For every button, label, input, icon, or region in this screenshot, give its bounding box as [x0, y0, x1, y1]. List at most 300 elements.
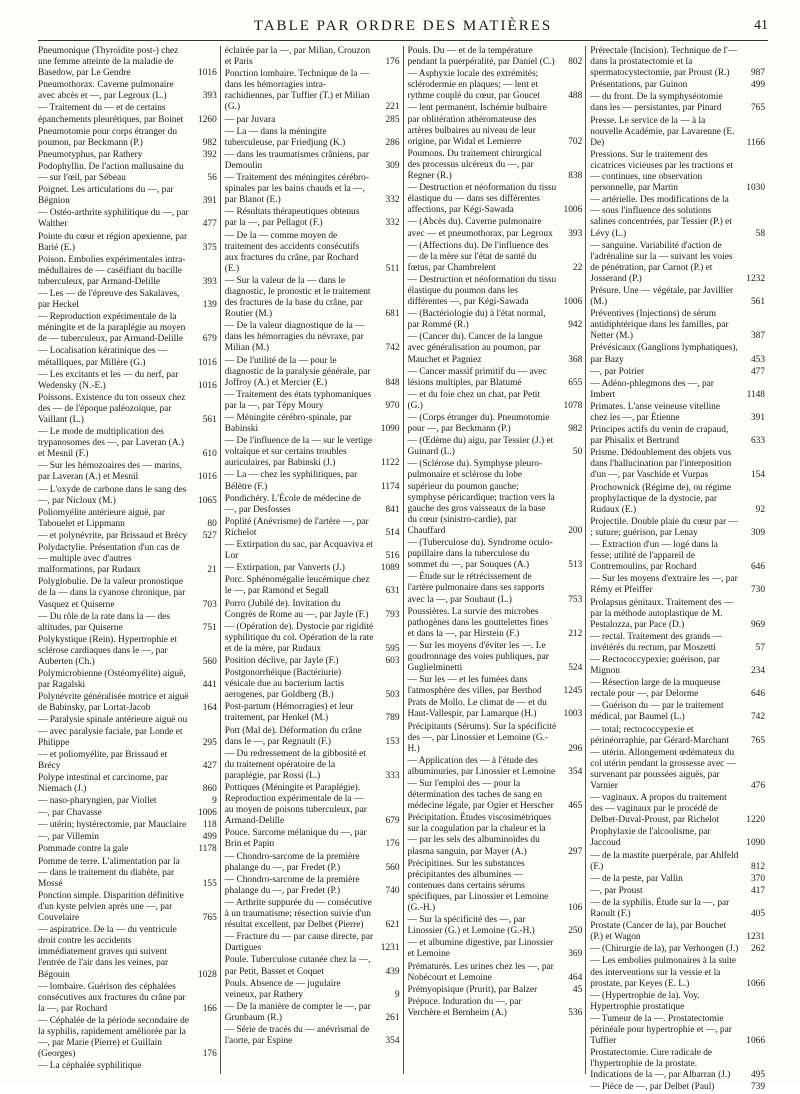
index-entry-text: — Rectococcypexie; guérison, par Mignon — [590, 654, 720, 677]
index-entry-page: 789 — [385, 713, 400, 724]
index-entry — [586, 574, 765, 596]
index-entry-text: — Paralysie spinale antérieure aiguë ou — avec paralysie faciale, par Londe et Philippe — [38, 715, 188, 748]
index-entry — [38, 255, 217, 288]
index-entry-text: — (Bactériologie du) à l'état normal, par Rommé (R.) — [407, 309, 546, 331]
index-entry-text: Polydactylie. Présentation d'un cas de — multiple avec d'autres malformations, par Rudaux — [38, 543, 180, 576]
index-entry-text: — Destruction et néoformation du tissu élastique du poumon dans les différentes —, par Kégi-Sawada — [407, 274, 557, 308]
index-entry-text: — Adéno-phlegmons des —, par Imbert — [590, 378, 714, 400]
index-entry — [586, 678, 765, 700]
index-entry — [586, 46, 765, 79]
index-entry-page: 393 — [202, 91, 217, 102]
index-entry-text: Polype intestinal et carcinome, par Niemach (J.) — [38, 772, 168, 794]
index-entry — [221, 1002, 400, 1024]
index-entry-page: 1122 — [381, 458, 400, 469]
index-entry-page: 297 — [568, 846, 583, 857]
index-entry-page: 21 — [207, 565, 217, 576]
index-entry-page: 50 — [572, 447, 583, 458]
index-entry-text: — De la valeur diagnostique de la — dans les hémorragies du névraxe, par Milian (M.) — [224, 321, 365, 354]
index-entry-text: — (Cancer du). Cancer de la langue avec généralisation au poumon, par Mauchet et Pagniez — [407, 332, 543, 365]
index-entry-page: 739 — [750, 1082, 765, 1093]
index-entry — [38, 103, 217, 125]
index-entry-page: 1232 — [746, 273, 765, 284]
index-entry-text: — Cancer massif primitif du — avec lésions multiples, par Blatumé — [407, 366, 547, 388]
index-entry-text: Prévésicaux (Ganglions lymphatiques), par Bazy — [590, 343, 738, 365]
index-entry-page: 742 — [385, 343, 400, 354]
index-entry-text: — Sur la spécificité des —, par Linossier (G.) et Lemoine (G.-H.) — [407, 915, 535, 937]
index-entry-page: 513 — [568, 560, 583, 571]
index-entry-text: — Les — de l'épreuve des Sakalaves, par Heckel — [38, 288, 180, 311]
index-entry — [404, 985, 583, 996]
index-entry-text: — (Tuberculose du). Syndrome oculo-pupillaire dans la tuberculose du sommet du —, par Souques (A.) — [407, 538, 553, 571]
index-entry-page: 751 — [202, 622, 217, 633]
index-entry-text: — et albumine digestive, par Linossier et Lemoine — [407, 938, 554, 960]
index-entry-text: — Sur les hémozoaires des — marins, par Laveran (A.) et Mesnil — [38, 461, 182, 483]
index-entry — [404, 275, 583, 308]
index-entry-text: — Sur les moyens d'éviter les —. Le goudronnage des voies publiques, par Guglielminetti — [407, 640, 549, 674]
index-entry-text: Poissons. Existence du ton osseux chez des — de l'époque paléozoïque, par Vaillant (L.) — [38, 392, 186, 425]
index-entry-page: 176 — [385, 57, 400, 68]
index-entry — [221, 436, 400, 469]
index-entry — [38, 577, 217, 610]
index-entry — [404, 103, 583, 147]
index-entry — [221, 828, 400, 850]
index-entry-page: 527 — [202, 530, 217, 541]
index-entry-page: 375 — [202, 242, 217, 253]
index-entry — [586, 241, 765, 285]
index-entry-page: 1260 — [198, 114, 217, 125]
index-entry-text: Poumons. Du traitement chirurgical des processus ulcéreux du —, par Regner (R.) — [407, 148, 542, 182]
index-entry — [221, 470, 400, 492]
index-entry-page: 1231 — [746, 932, 765, 943]
index-entry — [221, 622, 400, 655]
index-entry-page: 633 — [750, 436, 765, 447]
index-entry-page: 561 — [750, 297, 765, 308]
index-entry-page: 439 — [385, 966, 400, 977]
index-entry — [221, 726, 400, 748]
index-entry — [221, 599, 400, 621]
index-entry-page: 970 — [385, 400, 400, 411]
index-entry-text: Prisme. Dédoublement des objets vus dans l'hallucination par l'interposition d'un —, par Vaschide et Vurpas — [590, 448, 732, 481]
index-entry-text: Polymicrobienne (Ostéomyélite) aiguë, par Ragalski — [38, 669, 186, 691]
index-entry-text: Pneumonique (Thyroïdite post-) chez une femme atteinte de la maladie de Basedow, par Le Gendre — [38, 46, 179, 79]
index-entry-text: — du front. De la symphyséotomie dans les — persistantes, par Pinard — [590, 92, 723, 114]
index-entry-text: — Application des — à l'étude des albuminuries, par Linossier et Lemoine — [407, 755, 556, 777]
index-entry-page: 333 — [385, 770, 400, 781]
index-entry-page: 841 — [385, 504, 400, 515]
index-entry-page: 655 — [568, 377, 583, 388]
index-entry-page: 176 — [385, 839, 400, 850]
index-entry-page: 730 — [750, 585, 765, 596]
index-entry-page: 646 — [750, 689, 765, 700]
index-entry-text: — de la peste, par Vallin — [590, 873, 683, 884]
index-entry-text: — Sur l'emploi des — pour la détermination des taches de sang en médecine légale, par Ogier et Herscher — [407, 779, 554, 812]
index-entry-page: 1030 — [746, 183, 765, 194]
index-entry — [221, 413, 400, 435]
index-entry-text: — Céphalée de la période secondaire de la syphilis, rapidement améliorée par la —, par Marie (Pierre) et Guillain (Georges) — [38, 1015, 189, 1060]
index-entry — [586, 793, 765, 826]
index-entry-page: 969 — [750, 619, 765, 630]
index-entry-text: — La céphalée syphilitique — [38, 1061, 142, 1072]
index-entry — [38, 127, 217, 149]
index-entry — [221, 173, 400, 206]
index-entry — [38, 773, 217, 795]
index-entry — [38, 820, 217, 831]
index-entry — [221, 46, 400, 68]
index-column-2 — [221, 46, 404, 1074]
index-entry-text: Pomme de terre. L'alimentation par la — dans le traitement du diabète, par Mossé — [38, 856, 180, 889]
index-entry — [404, 459, 583, 537]
index-entry-page: 742 — [750, 712, 765, 723]
index-entry-page: 285 — [385, 114, 400, 125]
index-entry — [586, 944, 765, 955]
index-entry — [586, 748, 765, 792]
index-entry-page: 1174 — [381, 481, 400, 492]
index-entry-text: — Asphyxie locale des extrémités; sclérodermie en plaques; — lent et rythme couplé du cœur, par Goucet — [407, 69, 540, 102]
index-entry-text: Porro (Jubilé de). Invitation du Congrès de Rome au —, par Jayle (F.) — [224, 598, 369, 620]
index-entry-text: Pouls. Absence de — jugulaire veineux, par Rathery — [224, 978, 341, 1000]
index-entry-page: 393 — [202, 276, 217, 287]
index-entry-page: 234 — [750, 666, 765, 677]
index-entry-page: 1220 — [746, 815, 765, 826]
index-entry-text: Prophylaxie de l'alcoolisme, par Jaccoud — [590, 827, 711, 849]
index-entry — [221, 69, 400, 113]
index-entry-page: 58 — [755, 228, 765, 239]
index-entry-text: — (Affections du). De l'influence des — de la mère sur l'état de santé du fœtus, par Chambrelent — [407, 240, 549, 273]
index-entry-text: Poplité (Anévrisme) de l'artère —, par Richelot — [224, 516, 369, 538]
index-entry-page: 45 — [572, 984, 583, 995]
index-entry-text: Projectile. Double plaie du cœur par — ; suture; guérison, par Lenay — [590, 516, 738, 538]
index-entry — [404, 46, 583, 68]
index-entry-text: — Sur les moyens d'extraire les —, par Rémy et Pfeiffer — [590, 574, 738, 596]
index-entry-text: — (Opération de). Dystocie par rigidité syphilitique du col. Opération de la rate et de la mère, par Rudaux — [224, 621, 374, 654]
index-entry — [38, 185, 217, 207]
index-entry-page: 261 — [385, 1012, 400, 1023]
index-entry — [586, 80, 765, 91]
index-entry — [221, 575, 400, 597]
index-entry-text: — Pièce de —, par Delbet (Paul) — [590, 1082, 715, 1093]
index-entry — [221, 749, 400, 782]
index-entry — [38, 891, 217, 924]
index-entry-page: 982 — [202, 137, 217, 148]
index-entry — [221, 276, 400, 320]
index-entry-text: — rectal. Traitement des grands — invétérés du rectum, par Moszetti — [590, 631, 722, 653]
index-entry — [404, 217, 583, 239]
index-entry-page: 812 — [750, 861, 765, 872]
index-entry-page: 765 — [750, 735, 765, 746]
index-entry-text: — et poliomyélite, par Brissaud et Brécy — [38, 749, 168, 771]
index-entry — [221, 563, 400, 574]
index-entry — [586, 1014, 765, 1047]
index-entry — [221, 979, 400, 1001]
index-column-1 — [38, 46, 221, 1074]
index-entry-text: Poussières. La survie des microbes pathogènes dans les gouttelettes fines et dans la —, par Hirstein (F.) — [407, 606, 549, 639]
index-entry-text: — utérin; hystérectomie, par Mauclaire — [38, 820, 187, 831]
index-entry-text: — (Corps étranger du). Pneumotomie pour —, par Beckmann (P.) — [407, 413, 550, 435]
index-entry-page: 560 — [202, 656, 217, 667]
index-entry-text: Précipitation. Études viscosimétriques sur la coagulation par la chaleur et la — par les sels des albuminoïdes du plasma sanguin, par Mayer (A.) — [407, 813, 551, 857]
index-entry-page: 309 — [385, 160, 400, 171]
index-entry — [404, 915, 583, 937]
index-entry-text: — Guérison du — par le traitement médical, par Baumel (L.) — [590, 701, 724, 723]
index-entry — [404, 241, 583, 274]
index-entry-page: 1245 — [563, 686, 583, 697]
index-entry-text: Pneumotyphus, par Rathery — [38, 149, 143, 160]
index-entry — [404, 675, 583, 697]
index-entry-page: 332 — [385, 195, 400, 206]
index-entry — [38, 750, 217, 772]
index-entry-page: 499 — [202, 832, 217, 843]
index-entry-text: — (Abcès du). Caverne pulmonaire avec — et pneumothorax, par Legroux — [407, 217, 553, 239]
index-entry-page: 603 — [385, 655, 400, 666]
index-entry — [221, 517, 400, 539]
index-entry-text: — La — dans la méningite tuberculeuse, par Friedjung (K.) — [224, 126, 346, 148]
index-entry — [586, 725, 765, 747]
index-entry-page: 1090 — [746, 838, 765, 849]
index-entry — [586, 286, 765, 308]
index-entry — [38, 508, 217, 530]
index-entry — [221, 875, 400, 897]
index-entry-text: Prostate (Cancer de la), par Bouchet (P.) et Wagon — [590, 921, 727, 943]
index-entry — [38, 150, 217, 161]
index-entry-page: 166 — [202, 1003, 217, 1014]
index-entry — [38, 715, 217, 748]
index-entry — [38, 370, 217, 392]
index-entry-page: 262 — [750, 944, 765, 955]
index-entry-page: 1089 — [380, 563, 400, 574]
index-entry — [38, 485, 217, 507]
index-entry-page: 1065 — [198, 495, 217, 506]
index-entry-page: 164 — [202, 703, 217, 714]
index-entry-text: Polykystique (Rein). Hypertrophie et sclérose cardiaques dans le —, par Auberten (Ch.) — [38, 634, 178, 667]
index-entry — [586, 898, 765, 920]
index-entry-text: — Extirpation du sac, par Acquaviva et Lor — [224, 540, 373, 562]
index-entry-page: 391 — [750, 413, 765, 423]
index-entry-page: 453 — [750, 354, 765, 365]
index-entry-text: — Les excitants et les — du nerf, par Wedensky (N.-E.) — [38, 369, 179, 391]
index-entry — [38, 427, 217, 460]
index-entry — [38, 1016, 217, 1060]
index-entry-page: 464 — [568, 972, 583, 983]
index-entry-text: Polyglobulie. De la valeur pronostique de la — dans la cyanose chronique, par Vasquez et Quiserne — [38, 577, 186, 610]
index-entry-text: Poliomyélite antérieure aiguë, par Tabouelet et Lippmann — [38, 507, 166, 529]
index-entry — [38, 808, 217, 819]
index-entry-page: 679 — [202, 334, 217, 345]
index-entry-page: 139 — [202, 300, 217, 311]
index-entry-page: 1016 — [198, 380, 217, 391]
index-entry-page: 354 — [568, 766, 583, 777]
index-entry-text: — Localisation kératinique des — métalliques, par Millère (G.) — [38, 346, 168, 368]
index-entry-page: 286 — [385, 137, 400, 148]
index-entry — [404, 69, 583, 102]
index-entry-page: 802 — [568, 57, 583, 68]
index-entry — [586, 116, 765, 149]
index-entry-page: 212 — [568, 628, 583, 639]
index-entry-page: 942 — [568, 320, 583, 331]
index-entry — [586, 483, 765, 516]
index-entry-page: 860 — [202, 784, 217, 794]
index-entry — [586, 701, 765, 723]
index-entry-page: 392 — [202, 149, 217, 160]
index-entry-text: — de la mastite puerpérale, par Ahlfeld (F.) — [590, 850, 739, 872]
index-entry-page: 369 — [568, 949, 583, 960]
index-entry-text: — Du rôle de la rate dans la — des altitudes, par Quiserne — [38, 611, 170, 633]
index-entry-text: Prépuce. Induration du —, par Verchère et Bernheim (A.) — [407, 996, 522, 1018]
index-entry — [404, 997, 583, 1019]
index-entry-text: Pneumothorax. Caverne pulmonaire avec abcès et —, par Legroux (L.) — [38, 80, 174, 102]
index-entry — [404, 413, 583, 435]
index-entry-text: — artérielle. Des modifications de la — sous l'influence des solutions salines concentrées, par Tessier (P.) et Lévy (L.) — [590, 195, 732, 239]
index-entry-page: 1148 — [746, 389, 765, 400]
index-entry-text: Prats de Mollo. Le climat de — et du Haut-Vallespir, par Lamarque (H.) — [407, 698, 547, 720]
index-entry — [221, 898, 400, 931]
index-columns — [38, 46, 768, 1093]
index-entry — [38, 531, 217, 542]
index-entry — [38, 669, 217, 691]
index-entry-text: Postgonorrhéique (Bactériurie) vésicale due au bacterium lactis aerogenes, par Goldberg (B.) — [224, 668, 344, 701]
index-entry-text: Poule. Tuberculose cutanée chez la —, par Petit, Basset et Coquet — [224, 955, 371, 977]
index-entry-page: 391 — [202, 196, 217, 207]
index-entry-page: 838 — [568, 171, 583, 182]
index-entry-text: —, par Chavasse — [38, 808, 102, 819]
index-entry-page: 387 — [750, 331, 765, 342]
index-entry-text: — Arthrite suppurée du — consécutive à un traumatisme; résection suivie d'un résultat excellent, par Delbet (Pierre) — [224, 897, 372, 931]
index-entry — [404, 390, 583, 412]
index-entry-text: — (Chirurgie de la), par Verhoogen (J.) — [590, 944, 739, 955]
index-entry — [221, 540, 400, 562]
index-entry-text: Poignet. Les articulations du —, par Bégnion — [38, 185, 174, 207]
index-entry-page: 56 — [207, 173, 217, 184]
index-entry-text: — De l'influence de la — sur le vertige voltaïque et sur certains troubles auriculaires, par Babinski (J.) — [224, 436, 373, 469]
index-entry-text: — (Hypertrophie de la). Voy. Hypertrophie prostatique — [590, 990, 700, 1012]
index-entry-text: — Résultats thérapeutiques obtenus par la —, par Pellagot (F.) — [224, 207, 360, 229]
index-entry-text: Prochownick (Régime de), ou régime prophylactique de la dystocie, par Rudaux (E.) — [590, 482, 732, 515]
index-entry-text: — Les embolies pulmonaires à la suite des interventions sur la vessie et la prostate, par Keyes (E. L.) — [590, 956, 737, 989]
index-entry-text: Présentations, par Guinon — [590, 80, 688, 91]
index-entry-text: — (Sclérose du). Symphyse pleuro-pulmonaire et sclérose du lobe supérieur du poumon gauche; symphyse péricardique; traction vers la gauche des gros vaisseaux de la base du cœur (sinistro-cardie), par Chauffard — [407, 459, 555, 536]
index-entry-text: — Tumeur de la —. Prostatectomie périnéale pour hypertrophie et —, par Tuffier — [590, 1013, 732, 1047]
index-entry — [38, 692, 217, 714]
index-entry-page: 368 — [568, 354, 583, 365]
page-header — [38, 16, 768, 41]
index-entry-text: — (Œdème du) aigu, par Tessier (J.) et Guinard (L.) — [407, 436, 554, 458]
index-entry-text: Principes actifs du venin de crapaud, par Phisalix et Bertrand — [590, 425, 729, 447]
index-entry-text: — de la syphilis. Étude sur la —, par Raoult (F.) — [590, 897, 730, 920]
index-entry-page: 1028 — [198, 969, 217, 980]
index-entry-page: 681 — [385, 309, 400, 320]
index-entry-text: — Ostéo-arthrite syphilitique du —, par Walther — [38, 208, 189, 230]
index-entry-text: Primates. L'anse veineuse vitelline chez les —, par Étienne — [590, 401, 721, 423]
index-column-3 — [404, 46, 587, 1074]
index-entry — [38, 1061, 217, 1072]
index-entry-page: 646 — [750, 562, 765, 573]
index-entry-page: 1090 — [380, 424, 400, 435]
index-entry — [586, 379, 765, 401]
index-entry-page: 1016 — [198, 472, 217, 483]
index-entry — [38, 612, 217, 634]
index-entry-page: 427 — [202, 760, 217, 771]
index-entry — [221, 127, 400, 149]
index-entry-text: — La — chez les syphilitiques, par Bélètre (F.) — [224, 470, 358, 492]
index-entry-text: Préventives (Injections) de sérum antidiphtérique dans les familles, par Netter (M.) — [590, 309, 729, 342]
index-entry-page: 1078 — [563, 400, 583, 411]
index-entry-page: 765 — [750, 103, 765, 114]
index-entry-text: Pneumotomie pour corps étranger du poumon, par Beckmann (P.) — [38, 126, 178, 148]
index-entry — [586, 1048, 765, 1081]
index-entry-text: — Chondro-sarcome de la première phalange du —, par Fredet (P.) — [224, 851, 360, 873]
index-entry — [38, 208, 217, 230]
index-entry-page: 441 — [202, 680, 217, 691]
index-entry-page: 405 — [750, 909, 765, 920]
index-entry — [221, 1025, 400, 1047]
page-title: TABLE PAR ORDRE DES MATIÈRES — [253, 18, 553, 34]
index-entry — [221, 656, 400, 667]
index-entry — [38, 312, 217, 345]
index-entry — [221, 668, 400, 701]
index-entry-page: 221 — [385, 102, 400, 113]
index-entry-page: 1016 — [198, 357, 217, 368]
index-entry-text: Prématurés. Les urines chez les —, par Nobécourt et Lemoine — [407, 961, 554, 983]
index-entry-text: — Série de tracés du — anévrismal de l'aorte, par Espine — [224, 1024, 370, 1047]
index-entry-page: 354 — [385, 1036, 400, 1047]
index-entry — [404, 698, 583, 720]
index-entry — [38, 925, 217, 980]
index-entry-text: Prémyopisique (Prurit), par Balzer — [407, 984, 538, 995]
index-entry-text: Pressions. Sur le traitement des cicatrices vicieuses par les tractions et — continues, une observation personnelle, par Martin — [590, 149, 734, 194]
index-entry-text: — Sur la valeur de la — dans le diagnostic, le pronostic et le traitement des fractures de la base du crâne, par Routier (M.) — [224, 275, 371, 320]
index-entry-text: — vaginaux. A propos du traitement des — vaginaux par le procédé de Delbet-Duval-Proust, par Richelot — [590, 793, 727, 826]
index-entry-text: — Traitement du — et de certains épanchements pleurétiques, par Boinet — [38, 103, 184, 125]
index-entry-text: Presse. Le service de la — à la nouvelle Académie, par Lavarenne (E. De) — [590, 115, 735, 148]
index-entry-text: Ponction simple. Disparition définitive d'un kyste pelvien après une —, par Couvelaire — [38, 890, 184, 924]
index-entry-text: — De l'utilité de la — pour le diagnostic de la paralysie générale, par Joffroy (A.) et Mercier (E.) — [224, 355, 371, 388]
index-entry-page: 153 — [385, 736, 400, 747]
index-entry-text: Polynévrite généralisée motrice et aiguë de Babinsky, par Lortat-Jacob — [38, 692, 189, 714]
index-entry — [404, 607, 583, 640]
index-entry — [586, 598, 765, 631]
index-entry-page: 250 — [568, 926, 583, 937]
index-entry — [404, 756, 583, 778]
index-entry — [221, 852, 400, 874]
index-entry-page: 22 — [572, 262, 583, 273]
index-entry-text: — Chondro-sarcome de la première phalange du —, par Fredet (P.) — [224, 874, 360, 896]
index-entry-text: — Destruction et néoformation du tissu élastique du — dans ses différentes affections, par Kégi-Sawada — [407, 183, 557, 216]
index-entry — [38, 543, 217, 576]
index-entry — [38, 982, 217, 1015]
index-entry-page: 679 — [385, 816, 400, 827]
index-entry — [586, 343, 765, 365]
index-entry — [404, 722, 583, 755]
index-entry-text: Prostatectomie. Cure radicale de l'hypertrophie de la prostate. Indications de la —, par Albarran (J.) — [590, 1048, 731, 1081]
index-entry — [38, 461, 217, 483]
index-entry-page: 1166 — [746, 137, 765, 148]
index-entry-text: Prérectale (Incision). Technique de l'— dans la prostatectomie et la spermatocystectomie, par Proust (R.) — [590, 46, 738, 79]
index-entry — [221, 932, 400, 954]
index-entry-text: — De la — comme moyen de traitement des accidents consécutifs aux fractures du crâne, par Rochard (E.) — [224, 230, 360, 274]
index-entry-text: —, par Villemin — [38, 832, 99, 843]
index-entry-text: — et du foie chez un chat, par Petit (G.) — [407, 389, 541, 411]
index-entry-text: — Traitement des états typhomaniques par la —, par Tépy Moury — [224, 389, 372, 411]
index-entry-page: 848 — [385, 377, 400, 388]
index-entry — [404, 572, 583, 605]
index-entry — [38, 232, 217, 254]
index-entry-text: Post-partum (Hémorragies) et leur traitement, par Henkel (M.) — [224, 702, 354, 724]
index-entry-page: 495 — [750, 1070, 765, 1081]
index-entry — [586, 632, 765, 654]
index-entry-text: —, par Poirier — [590, 366, 645, 377]
index-entry-page: 176 — [202, 1049, 217, 1060]
index-entry — [38, 832, 217, 843]
index-entry — [404, 538, 583, 571]
